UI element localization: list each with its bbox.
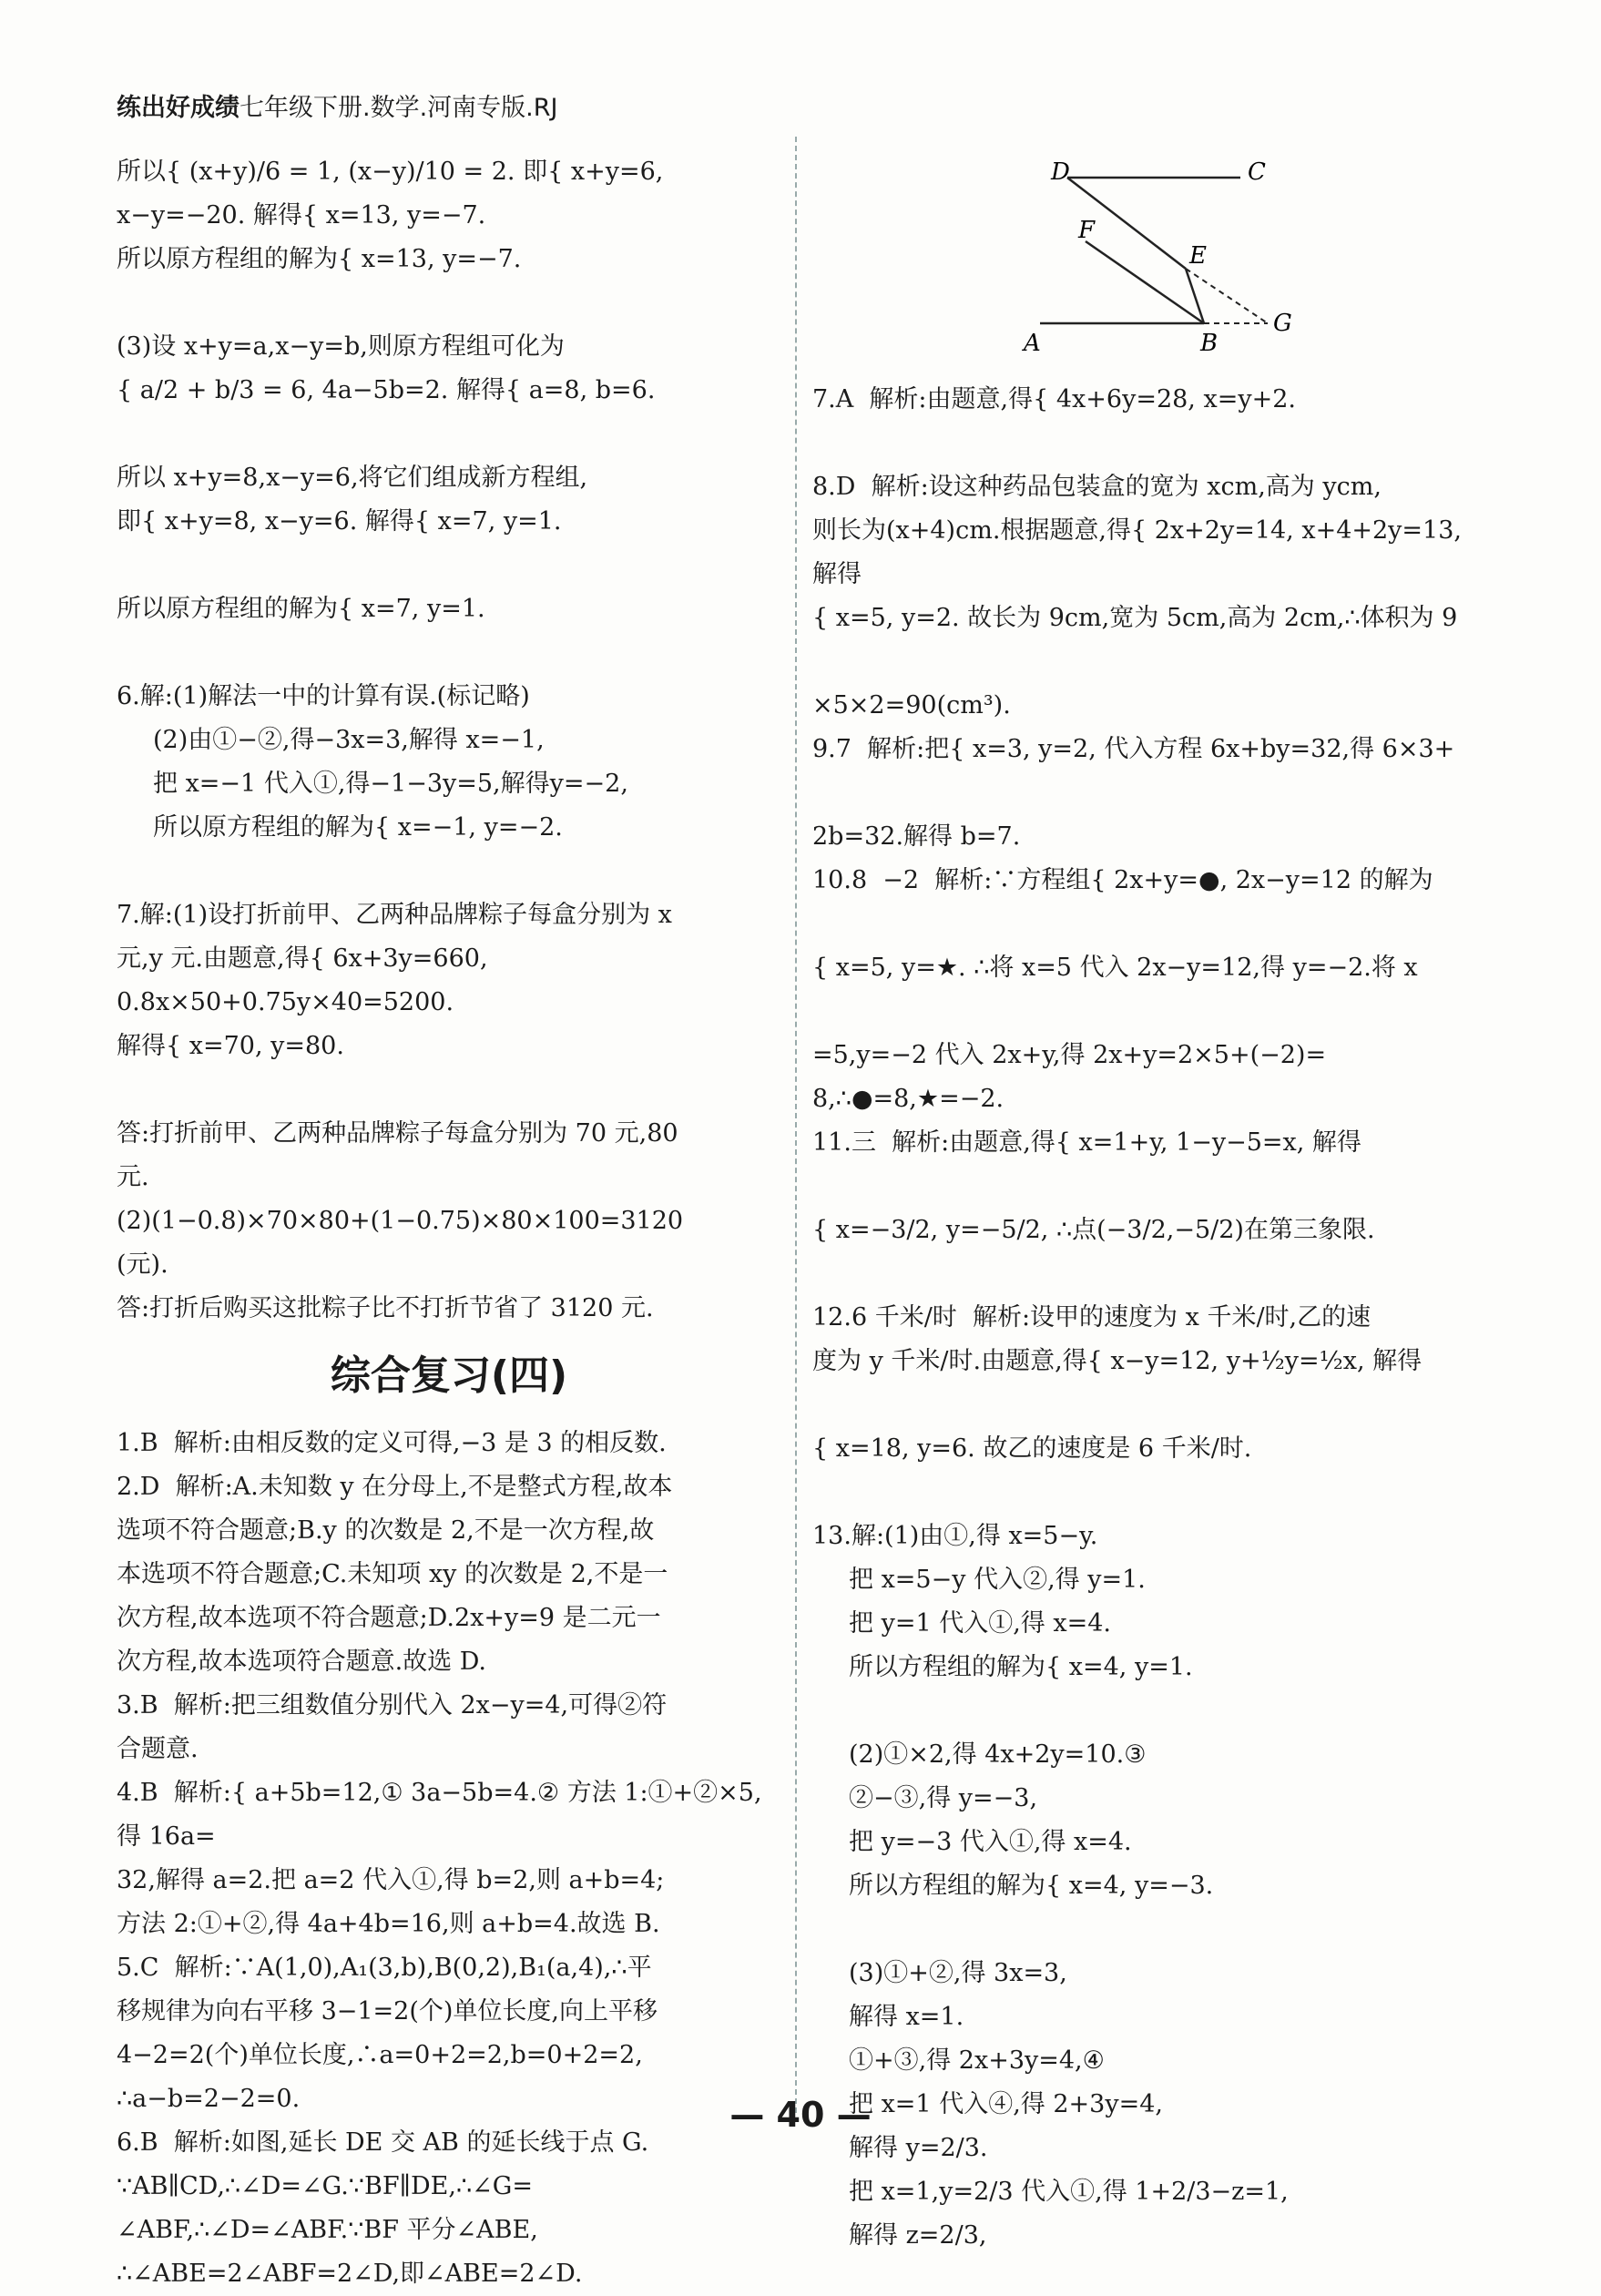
label-g: G <box>1273 310 1292 337</box>
answer-line: 32,解得 a=2.把 a=2 代入①,得 b=2,则 a+b=4; <box>117 1866 665 1894</box>
answer-line: 所以原方程组的解为{ x=13, y=−7. <box>117 245 522 273</box>
answer-line: 3.B 解析:把三组数值分别代入 2x−y=4,可得②符 <box>117 1691 668 1719</box>
brand: 练出好成绩 <box>117 94 240 122</box>
right-column <box>812 150 1468 2258</box>
answer-line: 解得{ x=70, y=80. <box>117 1032 344 1060</box>
answer-line: 元,y 元.由题意,得{ 6x+3y=660, 0.8x×50+0.75y×40=5200. <box>117 944 496 1016</box>
answer-line: 把 y=1 代入①,得 x=4. <box>849 1609 1111 1638</box>
answer-line: { x=−3/2, y=−5/2, ∴点(−3/2,−5/2)在第三象限. <box>812 1216 1375 1244</box>
answer-line: 答:打折前甲、乙两种品牌粽子每盒分别为 70 元,80 <box>117 1119 678 1148</box>
answer-line: (3)①+②,得 3x=3, <box>849 1959 1067 1987</box>
answer-line: 移规律为向右平移 3−1=2(个)单位长度,向上平移 <box>117 1997 658 2026</box>
section-title: 综合复习(四) <box>330 1352 568 1399</box>
answer-line: 把 x=5−y 代入②,得 y=1. <box>849 1566 1146 1594</box>
answer-line: ②−③,得 y=−3, <box>849 1784 1038 1812</box>
answer-line: { x=5, y=★. ∴将 x=5 代入 2x−y=12,得 y=−2.将 x <box>812 954 1418 982</box>
answer-line: 所以 x+y=8,x−y=6,将它们组成新方程组, <box>117 464 588 492</box>
line-eg-dashed <box>1186 269 1268 323</box>
answer-line: (2)①×2,得 4x+2y=10.③ <box>849 1740 1147 1769</box>
answer-line: (2)(1−0.8)×70×80+(1−0.75)×80×100=3120 <box>117 1207 684 1235</box>
answer-line: 10.8 −2 解析:∵方程组{ 2x+y=●, 2x−y=12 的解为 <box>812 866 1433 894</box>
answer-line: 2b=32.解得 b=7. <box>812 822 1021 851</box>
answer-line: 9.7 解析:把{ x=3, y=2, 代入方程 6x+by=32,得 6×3+ <box>812 735 1455 763</box>
answer-line: 答:打折后购买这批粽子比不打折节省了 3120 元. <box>117 1294 654 1322</box>
answer-line: 合题意. <box>117 1735 199 1763</box>
answer-line: 所以原方程组的解为{ x=7, y=1. <box>117 595 485 623</box>
label-e: E <box>1189 242 1207 270</box>
column-divider <box>795 137 797 2113</box>
answer-line: ×5×2=90(cm³). <box>812 691 1011 719</box>
answer-line: (元). <box>117 1250 168 1279</box>
answer-line: 解得 x=1. <box>849 2003 964 2031</box>
answer-line: 元. <box>117 1163 149 1191</box>
geometry-diagram <box>812 150 1468 378</box>
header-subtitle: 七年级下册.数学.河南专版.RJ <box>240 94 558 122</box>
answer-line: (2)由①−②,得−3x=3,解得 x=−1, <box>153 726 545 754</box>
left-column <box>117 150 781 2296</box>
answer-line: ∴∠ABE=2∠ABF=2∠D,即∠ABE=2∠D. <box>117 2260 583 2288</box>
answer-line: 2.D 解析:A.未知数 y 在分母上,不是整式方程,故本 <box>117 1473 673 1501</box>
answer-line: 把 x=−1 代入①,得−1−3y=5,解得y=−2, <box>153 770 628 798</box>
answer-line: 把 y=−3 代入①,得 x=4. <box>849 1828 1132 1856</box>
answer-line: 4.B 解析:{ a+5b=12,① 3a−5b=4.② 方法 1:①+②×5,得 16a= <box>117 1779 762 1851</box>
answer-line: 所以原方程组的解为{ x=−1, y=−2. <box>153 813 563 842</box>
answer-line: { x=5, y=2. 故长为 9cm,宽为 5cm,高为 2cm,∴体积为 9 <box>812 604 1458 632</box>
answer-line: { a/2 + b/3 = 6, 4a−5b=2. 解得{ a=8, b=6. <box>117 376 656 404</box>
line-eb <box>1186 269 1204 323</box>
answer-line: 7.A 解析:由题意,得{ 4x+6y=28, x=y+2. <box>812 385 1296 413</box>
answer-line: 所以方程组的解为{ x=4, y=1. <box>849 1653 1193 1681</box>
answer-line: 次方程,故本选项符合题意.故选 D. <box>117 1648 487 1676</box>
answer-line: 4−2=2(个)单位长度,∴a=0+2=2,b=0+2=2, <box>117 2041 643 2069</box>
label-a: A <box>1024 330 1041 357</box>
page-number: — 40 — <box>729 2095 872 2135</box>
answer-line: 11.三 解析:由题意,得{ x=1+y, 1−y−5=x, 解得 <box>812 1128 1361 1157</box>
answer-line: ∠ABF,∴∠D=∠ABF.∵BF 平分∠ABE, <box>117 2216 538 2244</box>
answer-line: 所以方程组的解为{ x=4, y=−3. <box>849 1872 1214 1900</box>
label-c: C <box>1248 158 1266 186</box>
answer-line: 次方程,故本选项不符合题意;D.2x+y=9 是二元一 <box>117 1604 661 1632</box>
answer-line: =5,y=−2 代入 2x+y,得 2x+y=2×5+(−2)= <box>812 1041 1327 1069</box>
answer-line: 所以{ (x+y)/6 = 1, (x−y)/10 = 2. 即{ x+y=6, x−y=−20. 解得{ x=13, y=−7. <box>117 158 671 230</box>
answer-line: 8,∴●=8,★=−2. <box>812 1085 1004 1113</box>
answer-line: 1.B 解析:由相反数的定义可得,−3 是 3 的相反数. <box>117 1429 667 1457</box>
answer-line: 度为 y 千米/时.由题意,得{ x−y=12, y+½y=½x, 解得 <box>812 1347 1423 1375</box>
answer-line: 本选项不符合题意;C.未知项 xy 的次数是 2,不是一 <box>117 1560 668 1588</box>
answer-line: 解得 z=2/3, <box>849 2221 987 2250</box>
answer-line: 8.D 解析:设这种药品包装盒的宽为 xcm,高为 ycm, <box>812 473 1382 501</box>
answer-line: 13.解:(1)由①,得 x=5−y. <box>812 1522 1098 1550</box>
label-b: B <box>1200 330 1219 357</box>
answer-line: 把 x=1,y=2/3 代入①,得 1+2/3−z=1, <box>849 2178 1289 2206</box>
answer-line: 选项不符合题意;B.y 的次数是 2,不是一次方程,故 <box>117 1516 655 1545</box>
answer-line: 把 x=1 代入④,得 2+3y=4, <box>849 2090 1163 2118</box>
answer-line: 即{ x+y=8, x−y=6. 解得{ x=7, y=1. <box>117 507 562 536</box>
answer-line: 7.解:(1)设打折前甲、乙两种品牌粽子每盒分别为 x <box>117 901 672 929</box>
answer-line: 解得 y=2/3. <box>849 2134 988 2162</box>
answer-line: 6.B 解析:如图,延长 DE 交 AB 的延长线于点 G. <box>117 2128 649 2157</box>
answer-line: ∵AB∥CD,∴∠D=∠G.∵BF∥DE,∴∠G= <box>117 2172 533 2200</box>
answer-line: { x=18, y=6. 故乙的速度是 6 千米/时. <box>812 1434 1252 1463</box>
answer-line: 则长为(x+4)cm.根据题意,得{ 2x+2y=14, x+4+2y=13, 解得 <box>812 516 1470 588</box>
answer-line: 6.解:(1)解法一中的计算有误.(标记略) <box>117 682 530 710</box>
answer-line: ∴a−b=2−2=0. <box>117 2085 301 2113</box>
answer-line: 方法 2:①+②,得 4a+4b=16,则 a+b=4.故选 B. <box>117 1910 660 1938</box>
answer-line: 12.6 千米/时 解析:设甲的速度为 x 千米/时,乙的速 <box>812 1303 1372 1332</box>
line-fb <box>1086 241 1204 323</box>
label-f: F <box>1078 217 1096 244</box>
answer-line: (3)设 x+y=a,x−y=b,则原方程组可化为 <box>117 332 565 361</box>
page-header <box>117 87 557 123</box>
label-d: D <box>1051 158 1070 186</box>
answer-line: 5.C 解析:∵A(1,0),A₁(3,b),B(0,2),B₁(a,4),∴平 <box>117 1954 652 1982</box>
geometry-figure <box>812 150 1468 378</box>
answer-line: ①+③,得 2x+3y=4,④ <box>849 2046 1105 2075</box>
